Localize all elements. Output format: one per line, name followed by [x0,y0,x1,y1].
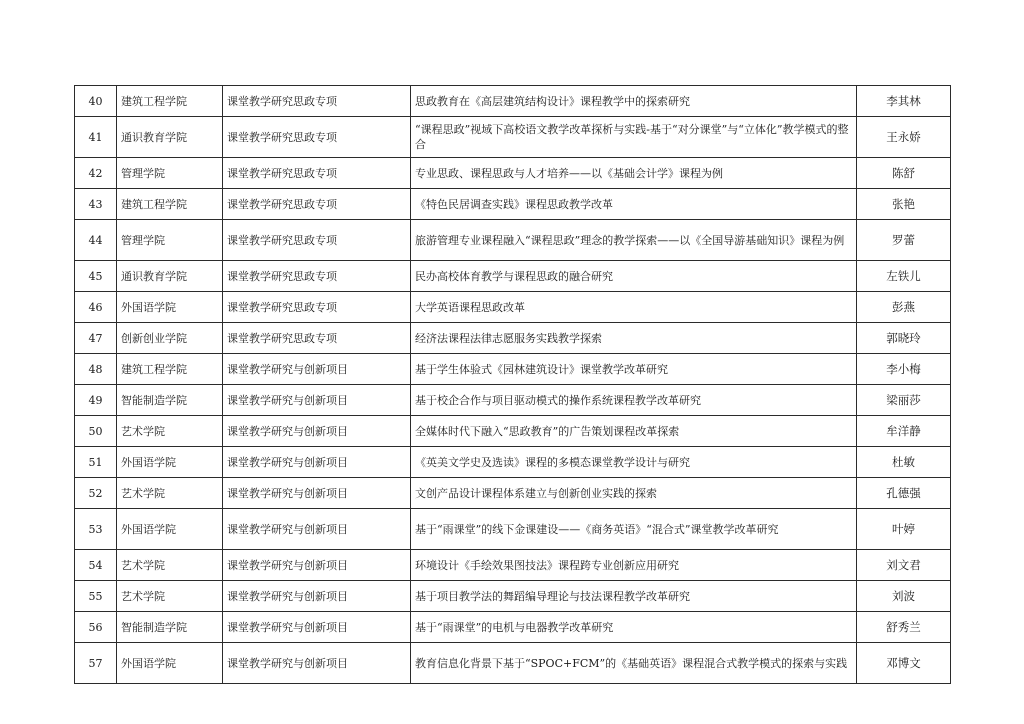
project-title-cell: 教育信息化背景下基于“SPOC+FCM”的《基础英语》课程混合式教学模式的探索与实践 [411,643,857,684]
row-number: 47 [75,323,117,354]
table-row [75,117,951,158]
college-cell: 管理学院 [117,158,223,189]
project-leader-cell: 张艳 [857,189,951,220]
college-cell: 艺术学院 [117,478,223,509]
row-number: 53 [75,509,117,550]
college-cell: 通识教育学院 [117,117,223,158]
project-leader-cell: 牟洋静 [857,416,951,447]
college-cell: 建筑工程学院 [117,354,223,385]
project-title-cell: 全媒体时代下融入“思政教育”的广告策划课程改革探索 [411,416,857,447]
row-number: 48 [75,354,117,385]
table-row [75,354,951,385]
row-number: 43 [75,189,117,220]
project-type-cell: 课堂教学研究与创新项目 [223,509,411,550]
project-title-cell: 基于“雨课堂”的电机与电器教学改革研究 [411,612,857,643]
table-row [75,261,951,292]
project-title-cell: “课程思政”视域下高校语文教学改革探析与实践-基于“对分课堂”与“立体化”教学模式的整合 [411,117,857,158]
project-leader-cell: 邓博文 [857,643,951,684]
project-leader-cell: 陈舒 [857,158,951,189]
project-type-cell: 课堂教学研究与创新项目 [223,581,411,612]
row-number: 54 [75,550,117,581]
college-cell: 管理学院 [117,220,223,261]
project-leader-cell: 左铁儿 [857,261,951,292]
table-row [75,292,951,323]
row-number: 46 [75,292,117,323]
project-title-cell: 《特色民居调查实践》课程思政教学改革 [411,189,857,220]
project-leader-cell: 刘文君 [857,550,951,581]
project-title-cell: 《英美文学史及选读》课程的多模态课堂教学设计与研究 [411,447,857,478]
project-type-cell: 课堂教学研究思政专项 [223,189,411,220]
project-title-cell: 基于学生体验式《园林建筑设计》课堂教学改革研究 [411,354,857,385]
project-leader-cell: 叶婷 [857,509,951,550]
project-type-cell: 课堂教学研究与创新项目 [223,550,411,581]
college-cell: 外国语学院 [117,509,223,550]
table-row [75,581,951,612]
project-title-cell: 旅游管理专业课程融入“课程思政”理念的教学探索——以《全国导游基础知识》课程为例 [411,220,857,261]
project-title-cell: 专业思政、课程思政与人才培养——以《基础会计学》课程为例 [411,158,857,189]
project-table [74,85,951,684]
project-title-cell: 环境设计《手绘效果图技法》课程跨专业创新应用研究 [411,550,857,581]
project-leader-cell: 梁丽莎 [857,385,951,416]
project-leader-cell: 彭燕 [857,292,951,323]
college-cell: 艺术学院 [117,550,223,581]
project-type-cell: 课堂教学研究思政专项 [223,220,411,261]
project-title-cell: 经济法课程法律志愿服务实践教学探索 [411,323,857,354]
project-leader-cell: 孔德强 [857,478,951,509]
table-row [75,478,951,509]
project-type-cell: 课堂教学研究与创新项目 [223,643,411,684]
project-type-cell: 课堂教学研究与创新项目 [223,612,411,643]
college-cell: 艺术学院 [117,581,223,612]
college-cell: 创新创业学院 [117,323,223,354]
project-type-cell: 课堂教学研究思政专项 [223,261,411,292]
row-number: 55 [75,581,117,612]
project-type-cell: 课堂教学研究思政专项 [223,86,411,117]
college-cell: 智能制造学院 [117,385,223,416]
table-row [75,323,951,354]
row-number: 51 [75,447,117,478]
table-row [75,643,951,684]
table-row [75,86,951,117]
row-number: 49 [75,385,117,416]
project-leader-cell: 李其林 [857,86,951,117]
project-title-cell: 基于“雨课堂”的线下金课建设——《商务英语》“混合式”课堂教学改革研究 [411,509,857,550]
project-title-cell: 民办高校体育教学与课程思政的融合研究 [411,261,857,292]
project-type-cell: 课堂教学研究与创新项目 [223,354,411,385]
project-title-cell: 文创产品设计课程体系建立与创新创业实践的探索 [411,478,857,509]
table-row [75,509,951,550]
table-row [75,158,951,189]
project-type-cell: 课堂教学研究思政专项 [223,323,411,354]
project-type-cell: 课堂教学研究与创新项目 [223,385,411,416]
project-type-cell: 课堂教学研究思政专项 [223,292,411,323]
table-row [75,612,951,643]
college-cell: 建筑工程学院 [117,189,223,220]
project-type-cell: 课堂教学研究思政专项 [223,158,411,189]
project-title-cell: 基于校企合作与项目驱动模式的操作系统课程教学改革研究 [411,385,857,416]
project-type-cell: 课堂教学研究与创新项目 [223,447,411,478]
project-leader-cell: 罗蕾 [857,220,951,261]
table-row [75,189,951,220]
project-leader-cell: 王永娇 [857,117,951,158]
project-leader-cell: 杜敏 [857,447,951,478]
row-number: 57 [75,643,117,684]
table-row [75,416,951,447]
college-cell: 外国语学院 [117,292,223,323]
project-title-cell: 基于项目教学法的舞蹈编导理论与技法课程教学改革研究 [411,581,857,612]
project-table-body [75,86,951,684]
table-row [75,447,951,478]
project-leader-cell: 李小梅 [857,354,951,385]
row-number: 50 [75,416,117,447]
row-number: 56 [75,612,117,643]
project-leader-cell: 刘波 [857,581,951,612]
table-row [75,550,951,581]
row-number: 41 [75,117,117,158]
row-number: 42 [75,158,117,189]
college-cell: 外国语学院 [117,447,223,478]
project-leader-cell: 郭晓玲 [857,323,951,354]
table-row [75,385,951,416]
college-cell: 建筑工程学院 [117,86,223,117]
project-title-cell: 思政教育在《高层建筑结构设计》课程教学中的探索研究 [411,86,857,117]
row-number: 52 [75,478,117,509]
project-leader-cell: 舒秀兰 [857,612,951,643]
project-type-cell: 课堂教学研究与创新项目 [223,416,411,447]
college-cell: 艺术学院 [117,416,223,447]
college-cell: 智能制造学院 [117,612,223,643]
college-cell: 通识教育学院 [117,261,223,292]
college-cell: 外国语学院 [117,643,223,684]
row-number: 40 [75,86,117,117]
project-title-cell: 大学英语课程思政改革 [411,292,857,323]
project-type-cell: 课堂教学研究思政专项 [223,117,411,158]
row-number: 44 [75,220,117,261]
table-row [75,220,951,261]
project-type-cell: 课堂教学研究与创新项目 [223,478,411,509]
row-number: 45 [75,261,117,292]
